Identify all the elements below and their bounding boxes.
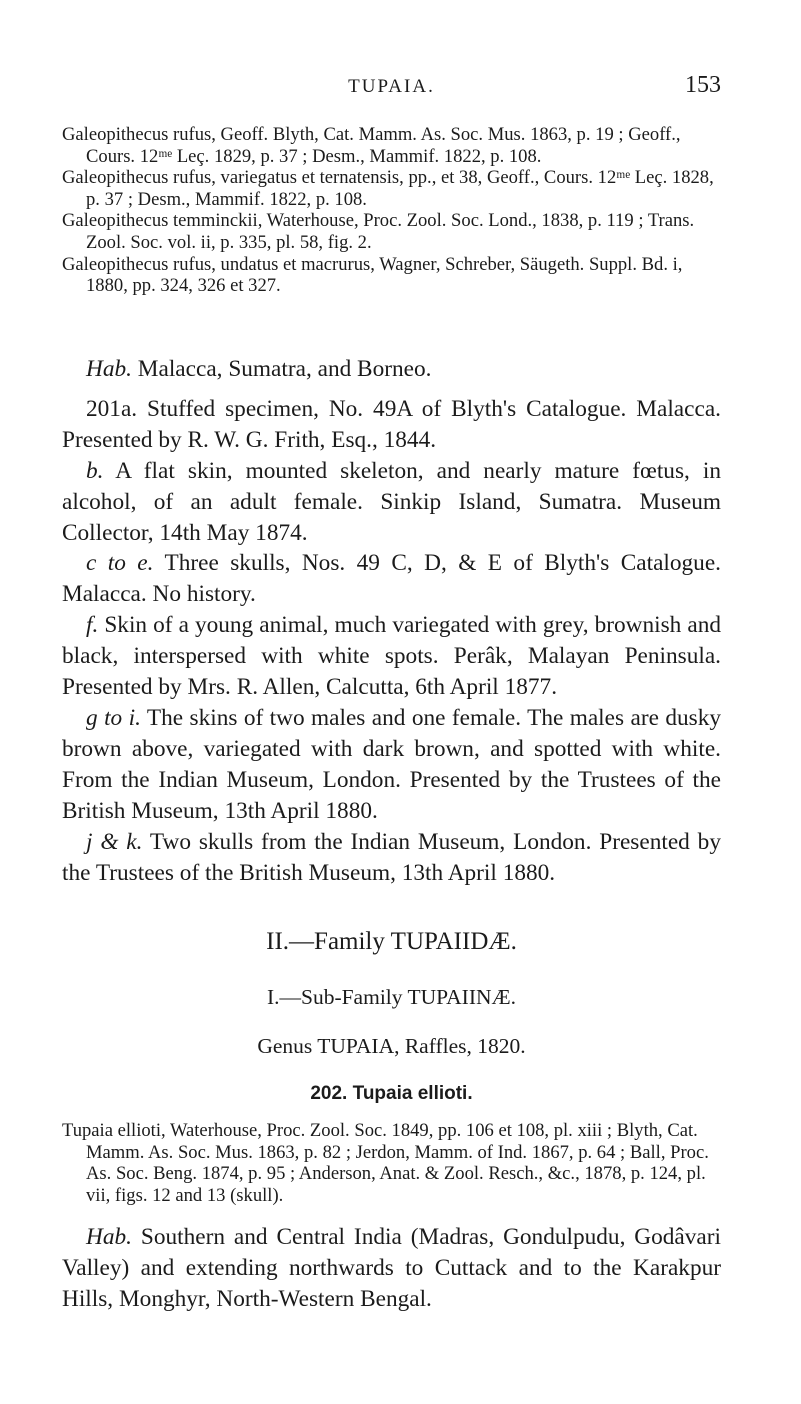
specimen-entry xyxy=(62,703,721,827)
habitat-paragraph xyxy=(62,1222,721,1315)
specimen-text: A flat skin, mounted skeleton, and nearly mature fœtus, in alcohol, of an adult female. Sinkip Island, Sumatra. Museum Collector, 14th May 1874. xyxy=(62,457,721,546)
specimen-label: c to e. xyxy=(86,550,154,577)
specimen-text: Stuffed specimen, No. 49A of Blyth's Catalogue. Malacca. Presented by R. W. G. Frith, Esq., 1844. xyxy=(62,395,721,453)
synonymy-entry: Tupaia ellioti, Waterhouse, Proc. Zool. Soc. 1849, pp. 106 et 108, pl. xiii ; Blyth, Cat. Mamm. As. Soc. Mus. 1863, p. 82 ; Jerdon, Mamm. of Ind. 1867, p. 64 ; Ball, Proc. As. Soc. Beng. 1874, p. 95 ; Anderson, Anat. & Zool. Resch., &c., 1878, p. 124, pl. vii, figs. 12 and 13 (skull). xyxy=(62,1120,709,1206)
family-heading: II.—Family TUPAIIDÆ. xyxy=(266,928,517,955)
specimen-text: Three skulls, Nos. 49 C, D, & E of Blyth's Catalogue. Malacca. No history. xyxy=(62,550,721,608)
synonymy-block xyxy=(62,124,721,297)
running-title: TUPAIA. xyxy=(348,76,435,97)
habitat-text: Malacca, Sumatra, and Borneo. xyxy=(131,356,432,382)
specimen-entry xyxy=(62,610,721,703)
specimen-entry xyxy=(62,548,721,610)
specimen-text: Two skulls from the Indian Museum, London. Presented by the Trustees of the British Museum, 13th April 1880. xyxy=(62,828,721,886)
specimen-label: 201a. xyxy=(86,395,138,422)
synonymy-entry: Galeopithecus temminckii, Waterhouse, Proc. Zool. Soc. Lond., 1838, p. 119 ; Trans. Zool. Soc. vol. ii, p. 335, pl. 58, fig. 2. xyxy=(62,210,695,253)
genus-heading: Genus TUPAIA, Raffles, 1820. xyxy=(257,1034,526,1058)
specimen-label: f. xyxy=(86,612,99,639)
habitat-label: Hab. xyxy=(86,1224,132,1250)
specimen-entry xyxy=(62,394,721,456)
synonymy-block-2 xyxy=(62,1120,721,1206)
specimen-text: The skins of two males and one female. The males are dusky brown above, variegated with dark brown, and spotted with white. From the Indian Museum, London. Presented by the Trustees of the British Museum, 13th April 1880. xyxy=(62,704,721,824)
subfamily-heading: I.—Sub-Family TUPAIINÆ. xyxy=(266,985,517,1009)
page-number: 153 xyxy=(685,72,721,98)
specimen-label: b. xyxy=(86,457,104,484)
synonymy-entry: Galeopithecus rufus, undatus et macrurus, Wagner, Schreber, Säugeth. Suppl. Bd. i, 1880, pp. 324, 326 et 327. xyxy=(62,253,683,297)
habitat-label: Hab. xyxy=(86,356,132,382)
specimen-text: Skin of a young animal, much variegated with grey, brownish and black, interspersed with white spots. Perâk, Malayan Peninsula. Presented by Mrs. R. Allen, Calcutta, 6th April 1877. xyxy=(62,612,721,701)
running-head xyxy=(62,72,721,106)
specimen-label: j & k. xyxy=(86,828,143,855)
synonymy-entry: Galeopithecus rufus, Geoff. Blyth, Cat. Mamm. As. Soc. Mus. 1863, p. 19 ; Geoff., Cours. 12ᵐᵉ Leç. 1829, p. 37 ; Desm., Mammif. 1822, p. 108. xyxy=(62,124,681,167)
specimen-list xyxy=(62,354,721,888)
habitat-paragraph xyxy=(62,354,721,385)
specimen-entry xyxy=(62,827,721,889)
species-heading: 202. Tupaia ellioti. xyxy=(310,1083,473,1104)
specimen-label: g to i. xyxy=(86,704,141,731)
habitat-block-2 xyxy=(62,1222,721,1315)
specimen-entry xyxy=(62,456,721,549)
habitat-text: Southern and Central India (Madras, Gondulpudu, Godâvari Valley) and extending northwards to Cuttack and to the Karakpur Hills, Monghyr, North-Western Bengal. xyxy=(62,1224,721,1312)
synonymy-entry: Galeopithecus rufus, variegatus et ternatensis, pp., et 38, Geoff., Cours. 12ᵐᵉ Leç. 1828, p. 37 ; Desm., Mammif. 1822, p. 108. xyxy=(62,167,714,210)
